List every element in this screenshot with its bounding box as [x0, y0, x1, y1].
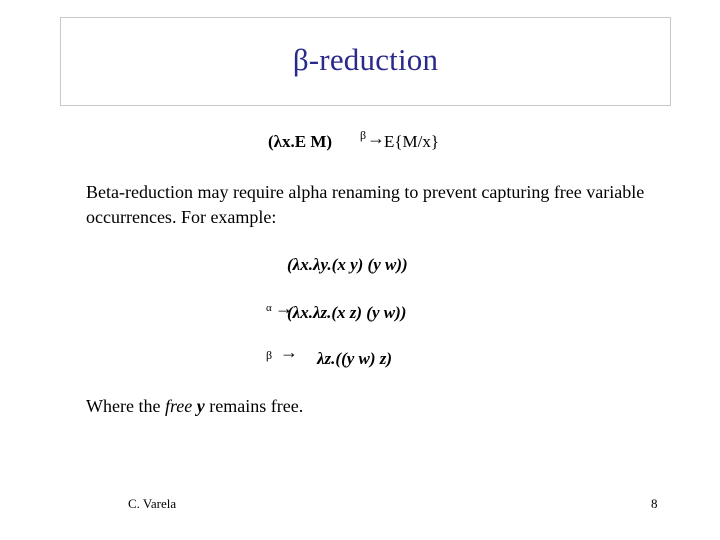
example-line-3: λz.((y w) z): [317, 349, 393, 368]
footer-author: C. Varela: [128, 496, 177, 511]
example-line-1: (λx.λy.(x y) (y w)): [287, 255, 408, 274]
rule-arrow: →: [367, 128, 385, 148]
explanation-paragraph: Beta-reduction may require alpha renaming to prevent capturing free variable occurrences. For example:: [86, 182, 645, 227]
conclusion-line: [86, 396, 303, 417]
rule-rhs: E{M/x}: [384, 132, 440, 151]
beta-symbol: β: [266, 348, 273, 362]
rule-beta-symbol: β: [360, 128, 367, 142]
example-line-2: (λx.λz.(x z) (y w)): [287, 303, 407, 322]
conclusion-suffix: remains free.: [204, 396, 304, 416]
slide-title: β-reduction: [292, 42, 439, 77]
conclusion-variable: y: [196, 396, 205, 416]
title-box: [60, 17, 671, 106]
alpha-arrow: →: [275, 298, 293, 318]
conclusion-prefix: Where the: [86, 396, 165, 416]
conclusion-free-word: free: [164, 396, 193, 416]
rule-lhs: (λx.E M): [268, 132, 333, 151]
footer-page-number: 8: [651, 496, 658, 511]
beta-arrow: →: [280, 342, 298, 362]
alpha-symbol: α: [266, 302, 272, 314]
